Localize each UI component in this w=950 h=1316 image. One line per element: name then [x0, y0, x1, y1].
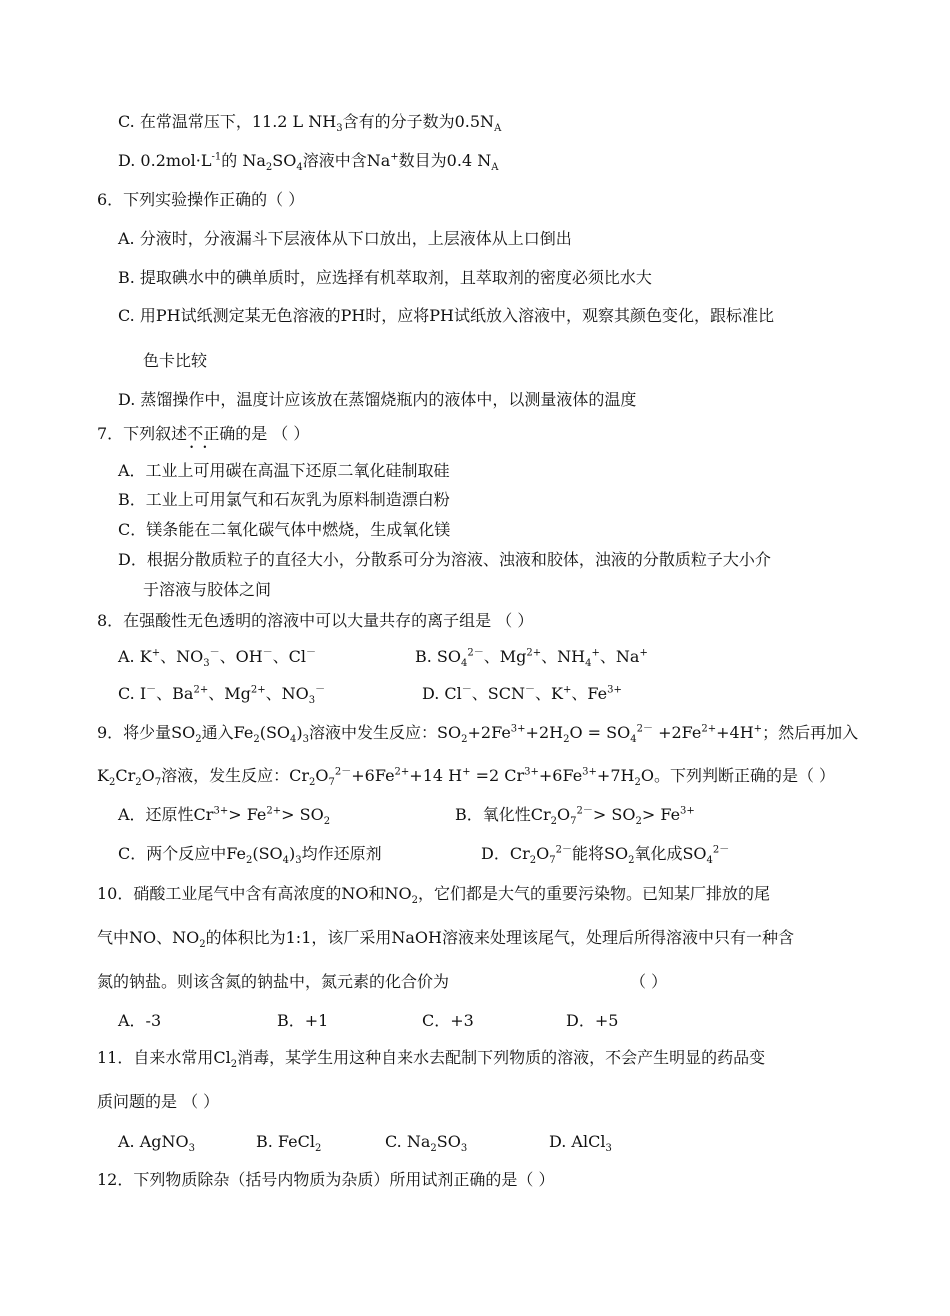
q7-option-d-cont: 于溶液与胶体之间	[143, 580, 272, 599]
q6-stem: 6．下列实验操作正确的（ ）	[97, 190, 305, 209]
q5-option-c: C. 在常温常压下，11.2 L $NH_3$含有的分子数为$0.5N_A$	[118, 112, 502, 135]
q8-stem: 8．在强酸性无色透明的溶液中可以大量共存的离子组是 （ ）	[97, 611, 534, 630]
q7-option-b: B．工业上可用氯气和石灰乳为原料制造漂白粉	[118, 490, 450, 509]
q11-option-c: C. $Na_2SO_3$	[385, 1132, 468, 1155]
q6-option-b: B. 提取碘水中的碘单质时，应选择有机萃取剂，且萃取剂的密度必须比水大	[118, 268, 652, 287]
q7-stem: 7．下列叙述不正确 • •的是 （ ）	[97, 424, 309, 444]
q8-option-a: A. K+、$NO_3^-$、OH－、Cl－	[118, 647, 317, 670]
q8-option-c: C. I－、$Ba^{2+}$、$Mg^{2+}$、$NO_3^-$	[118, 684, 326, 707]
q5-option-d: D. $0.2mol\cdot L^{-1}$的 $Na_2SO_4$溶液中含Na+数目为0.4 $N_A$	[118, 151, 499, 174]
q9-option-c: C．两个反应中$Fe_2(SO_4)_3$均作还原剂	[118, 844, 382, 867]
q11-option-d: D. AlCl$_3$	[549, 1132, 612, 1155]
q8-option-b: B. $SO_4^{2-}$、$Mg^{2+}$、$NH_4^+$、Na+	[415, 647, 648, 670]
q10-option-a: A．-3	[118, 1011, 162, 1030]
q6-option-d: D. 蒸馏操作中，温度计应该放在蒸馏烧瓶内的液体中，以测量液体的温度	[118, 390, 637, 409]
q10-option-b: B．+1	[277, 1011, 329, 1030]
q11-stem-line2: 质问题的是 （ ）	[97, 1092, 220, 1111]
q10-option-d: D．+5	[566, 1011, 619, 1030]
q11-option-a: A. AgNO$_3$	[118, 1132, 196, 1155]
q10-stem-line2: 气中NO、$NO_2$的体积比为1:1，该厂采用NaOH溶液来处理该尾气，处理后所得溶液中只有一种含	[97, 928, 794, 951]
q9-option-b: B．氧化性$Cr_2O_7^{2-}> SO_2> Fe^{3+}$	[455, 805, 695, 828]
q11-option-b: B. FeCl$_2$	[256, 1132, 322, 1155]
q10-stem-line1: 10．硝酸工业尾气中含有高浓度的NO和$NO_2$，它们都是大气的重要污染物。已知某厂排放的尾	[97, 884, 770, 907]
q10-stem-line3: 氮的钠盐。则该含氮的钠盐中，氮元素的化合价为	[97, 972, 450, 991]
q7-option-c: C．镁条能在二氧化碳气体中燃烧，生成氧化镁	[118, 520, 451, 539]
q10-answer-paren: （ ）	[630, 972, 668, 991]
q8-option-d: D. Cl－、SCN－、K+、$Fe^{3+}$	[422, 684, 622, 703]
q6-option-c-cont: 色卡比较	[143, 351, 208, 370]
q12-stem: 12．下列物质除杂（括号内物质为杂质）所用试剂正确的是（ ）	[97, 1170, 555, 1189]
q11-stem-line1: 11．自来水常用$Cl_2$消毒，某学生用这种自来水去配制下列物质的溶液，不会产生明显的药品变	[97, 1048, 766, 1071]
q10-option-c: C．+3	[422, 1011, 474, 1030]
q9-option-d: D．$Cr_2O_7^{2-}$能将$SO_2$氧化成$SO_4^{2-}$	[481, 844, 730, 867]
q6-option-a: A. 分液时，分液漏斗下层液体从下口放出，上层液体从上口倒出	[118, 229, 572, 248]
q9-stem-line2: $K_2Cr_2O_7$溶液，发生反应：$Cr_2O_7^{2-}+6Fe^{2+}+14$ H+ =2 $Cr^{3+}+6Fe^{3+}+7H_2O$。下列判断正确的是（ ）	[97, 766, 836, 789]
q7-option-a: A．工业上可用碳在高温下还原二氧化硅制取硅	[118, 461, 450, 480]
q9-stem-line1: 9．将少量$SO_2$通入$Fe_2(SO_4)_3$溶液中发生反应：$SO_2+2Fe^{3+}+2H_2O = SO_4^{2-} +2Fe^{2+}+4H^+$；然后再加入	[97, 723, 859, 746]
q6-option-c: C. 用PH试纸测定某无色溶液的PH时，应将PH试纸放入溶液中，观察其颜色变化，跟标准比	[118, 306, 775, 325]
q7-option-d: D．根据分散质粒子的直径大小，分散系可分为溶液、浊液和胶体，浊液的分散质粒子大小介	[118, 550, 771, 569]
q9-option-a: A．还原性$Cr^{3+}> Fe^{2+}> SO_2$	[118, 805, 331, 828]
emphasis-dots: 不正确 • •	[187, 424, 235, 443]
